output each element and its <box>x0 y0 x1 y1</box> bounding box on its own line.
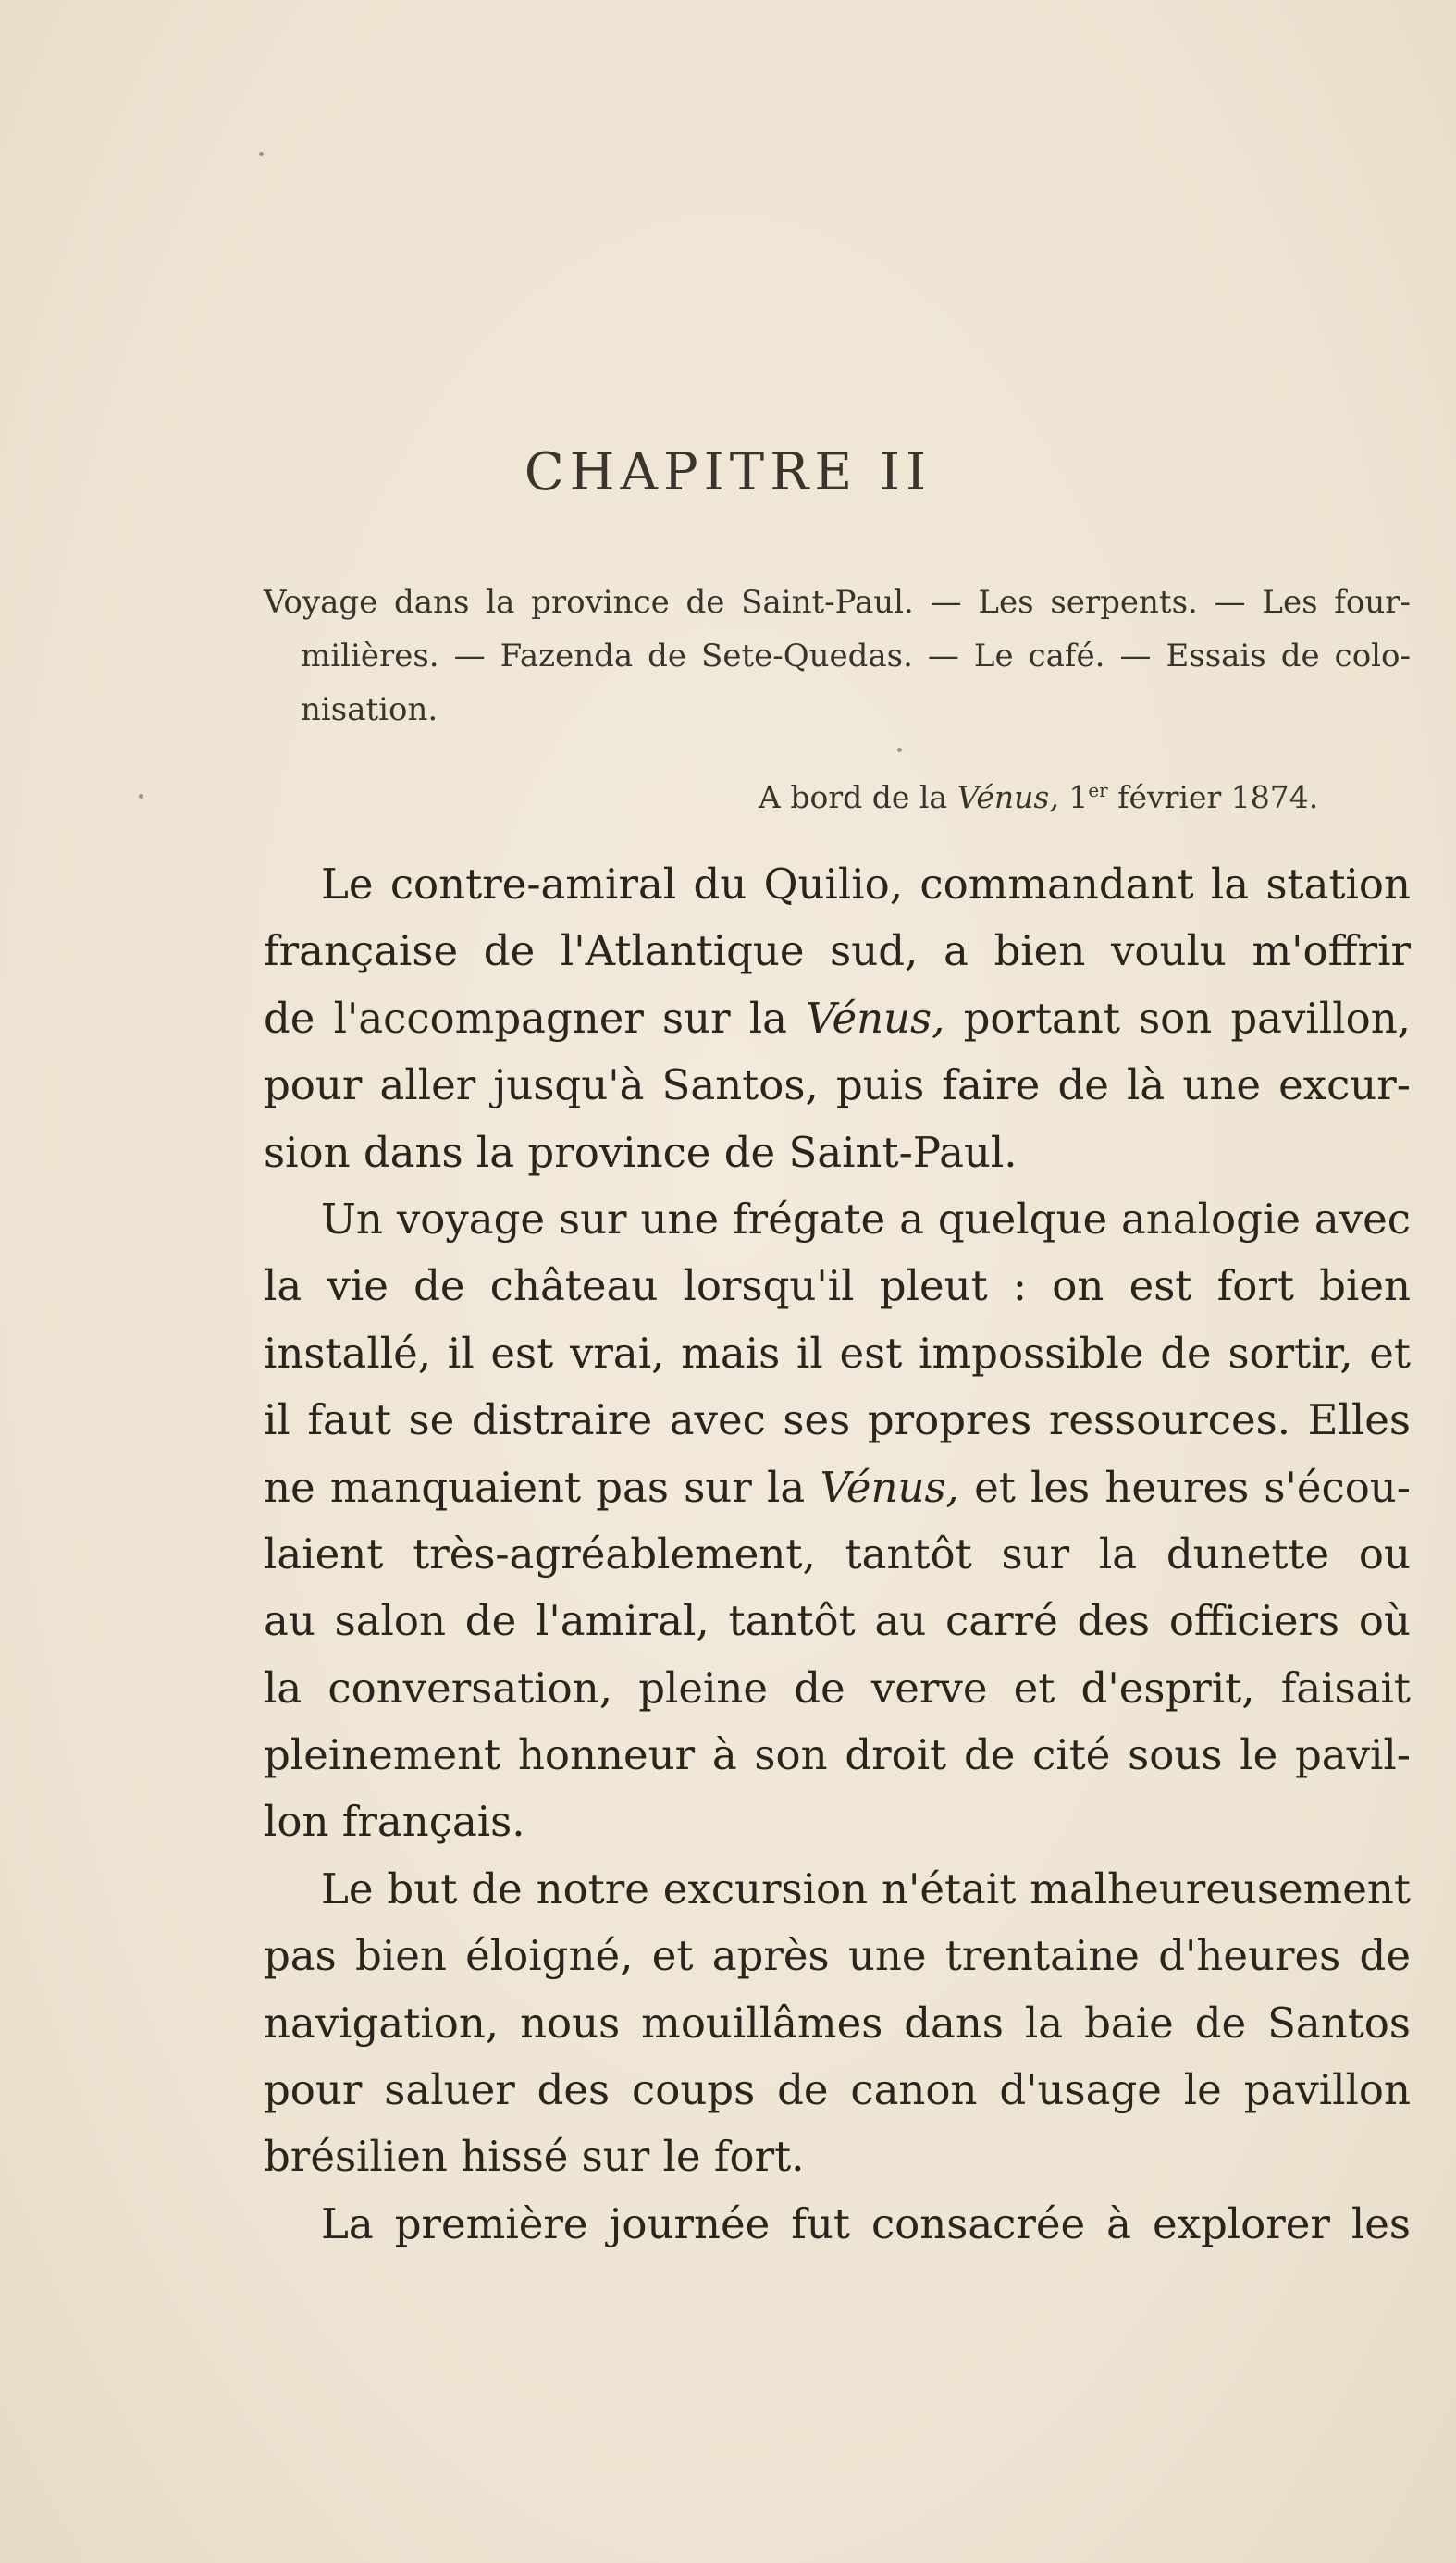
text-line: Le but de notre excursion n'était malheureusement <box>321 1863 1411 1913</box>
text-line: pas bien éloigné, et après une trentaine d'heures de <box>264 1931 1411 1981</box>
text-line: installé, il est vrai, mais il est impossible de sortir, et <box>264 1328 1411 1378</box>
text-line: la vie de château lorsqu'il pleut : on est fort bien <box>264 1261 1411 1311</box>
text-line: lon français. <box>264 1797 525 1847</box>
summary-line: milières. — Fazenda de Sete-Quedas. — Le café. — Essais de colo- <box>301 638 1411 675</box>
text-line: de l'accompagner sur la Vénus, portant son pavillon, <box>264 993 1411 1043</box>
chapter-summary <box>264 576 1411 737</box>
paper-speck <box>139 794 143 799</box>
text-line: pour aller jusqu'à Santos, puis faire de là une excur- <box>264 1060 1411 1110</box>
dateline-prefix: A bord de la <box>759 779 957 815</box>
text-line: pleinement honneur à son droit de cité sous le pavil- <box>264 1730 1411 1780</box>
summary-line: nisation. <box>301 691 438 728</box>
text-line: sion dans la province de Saint-Paul. <box>264 1127 1018 1177</box>
dateline <box>759 779 1318 815</box>
body-text <box>264 851 1411 2258</box>
paper-speck <box>897 748 902 752</box>
dateline-suffix: février 1874. <box>1107 779 1319 815</box>
text-line: française de l'Atlantique sud, a bien voulu m'offrir <box>264 926 1411 976</box>
text-line: il faut se distraire avec ses propres ressources. Elles <box>264 1395 1411 1445</box>
text-line: La première journée fut consacrée à explorer les <box>321 2198 1411 2248</box>
text-line: Le contre-amiral du Quilio, commandant la station <box>321 860 1411 909</box>
paper-speck <box>259 152 264 156</box>
summary-line: Voyage dans la province de Saint-Paul. — Les serpents. — Les four- <box>264 584 1411 621</box>
text-line: brésilien hissé sur le fort. <box>264 2132 805 2182</box>
dateline-day: 1 <box>1058 779 1089 815</box>
text-line: ne manquaient pas sur la Vénus, et les heures s'écou- <box>264 1462 1411 1512</box>
text-line: Un voyage sur une frégate a quelque analogie avec <box>321 1194 1411 1244</box>
chapter-title: CHAPITRE II <box>524 442 932 502</box>
dateline-ship: Vénus, <box>956 779 1059 815</box>
text-line: pour saluer des coups de canon d'usage le pavillon <box>264 2065 1411 2115</box>
text-line: laient très-agréablement, tantôt sur la dunette ou <box>264 1529 1411 1579</box>
text-line: navigation, nous mouillâmes dans la baie de Santos <box>264 1998 1411 2048</box>
dateline-ordinal: er <box>1088 779 1108 801</box>
text-line: la conversation, pleine de verve et d'esprit, faisait <box>264 1663 1411 1713</box>
text-line: au salon de l'amiral, tantôt au carré des officiers où <box>264 1596 1411 1646</box>
